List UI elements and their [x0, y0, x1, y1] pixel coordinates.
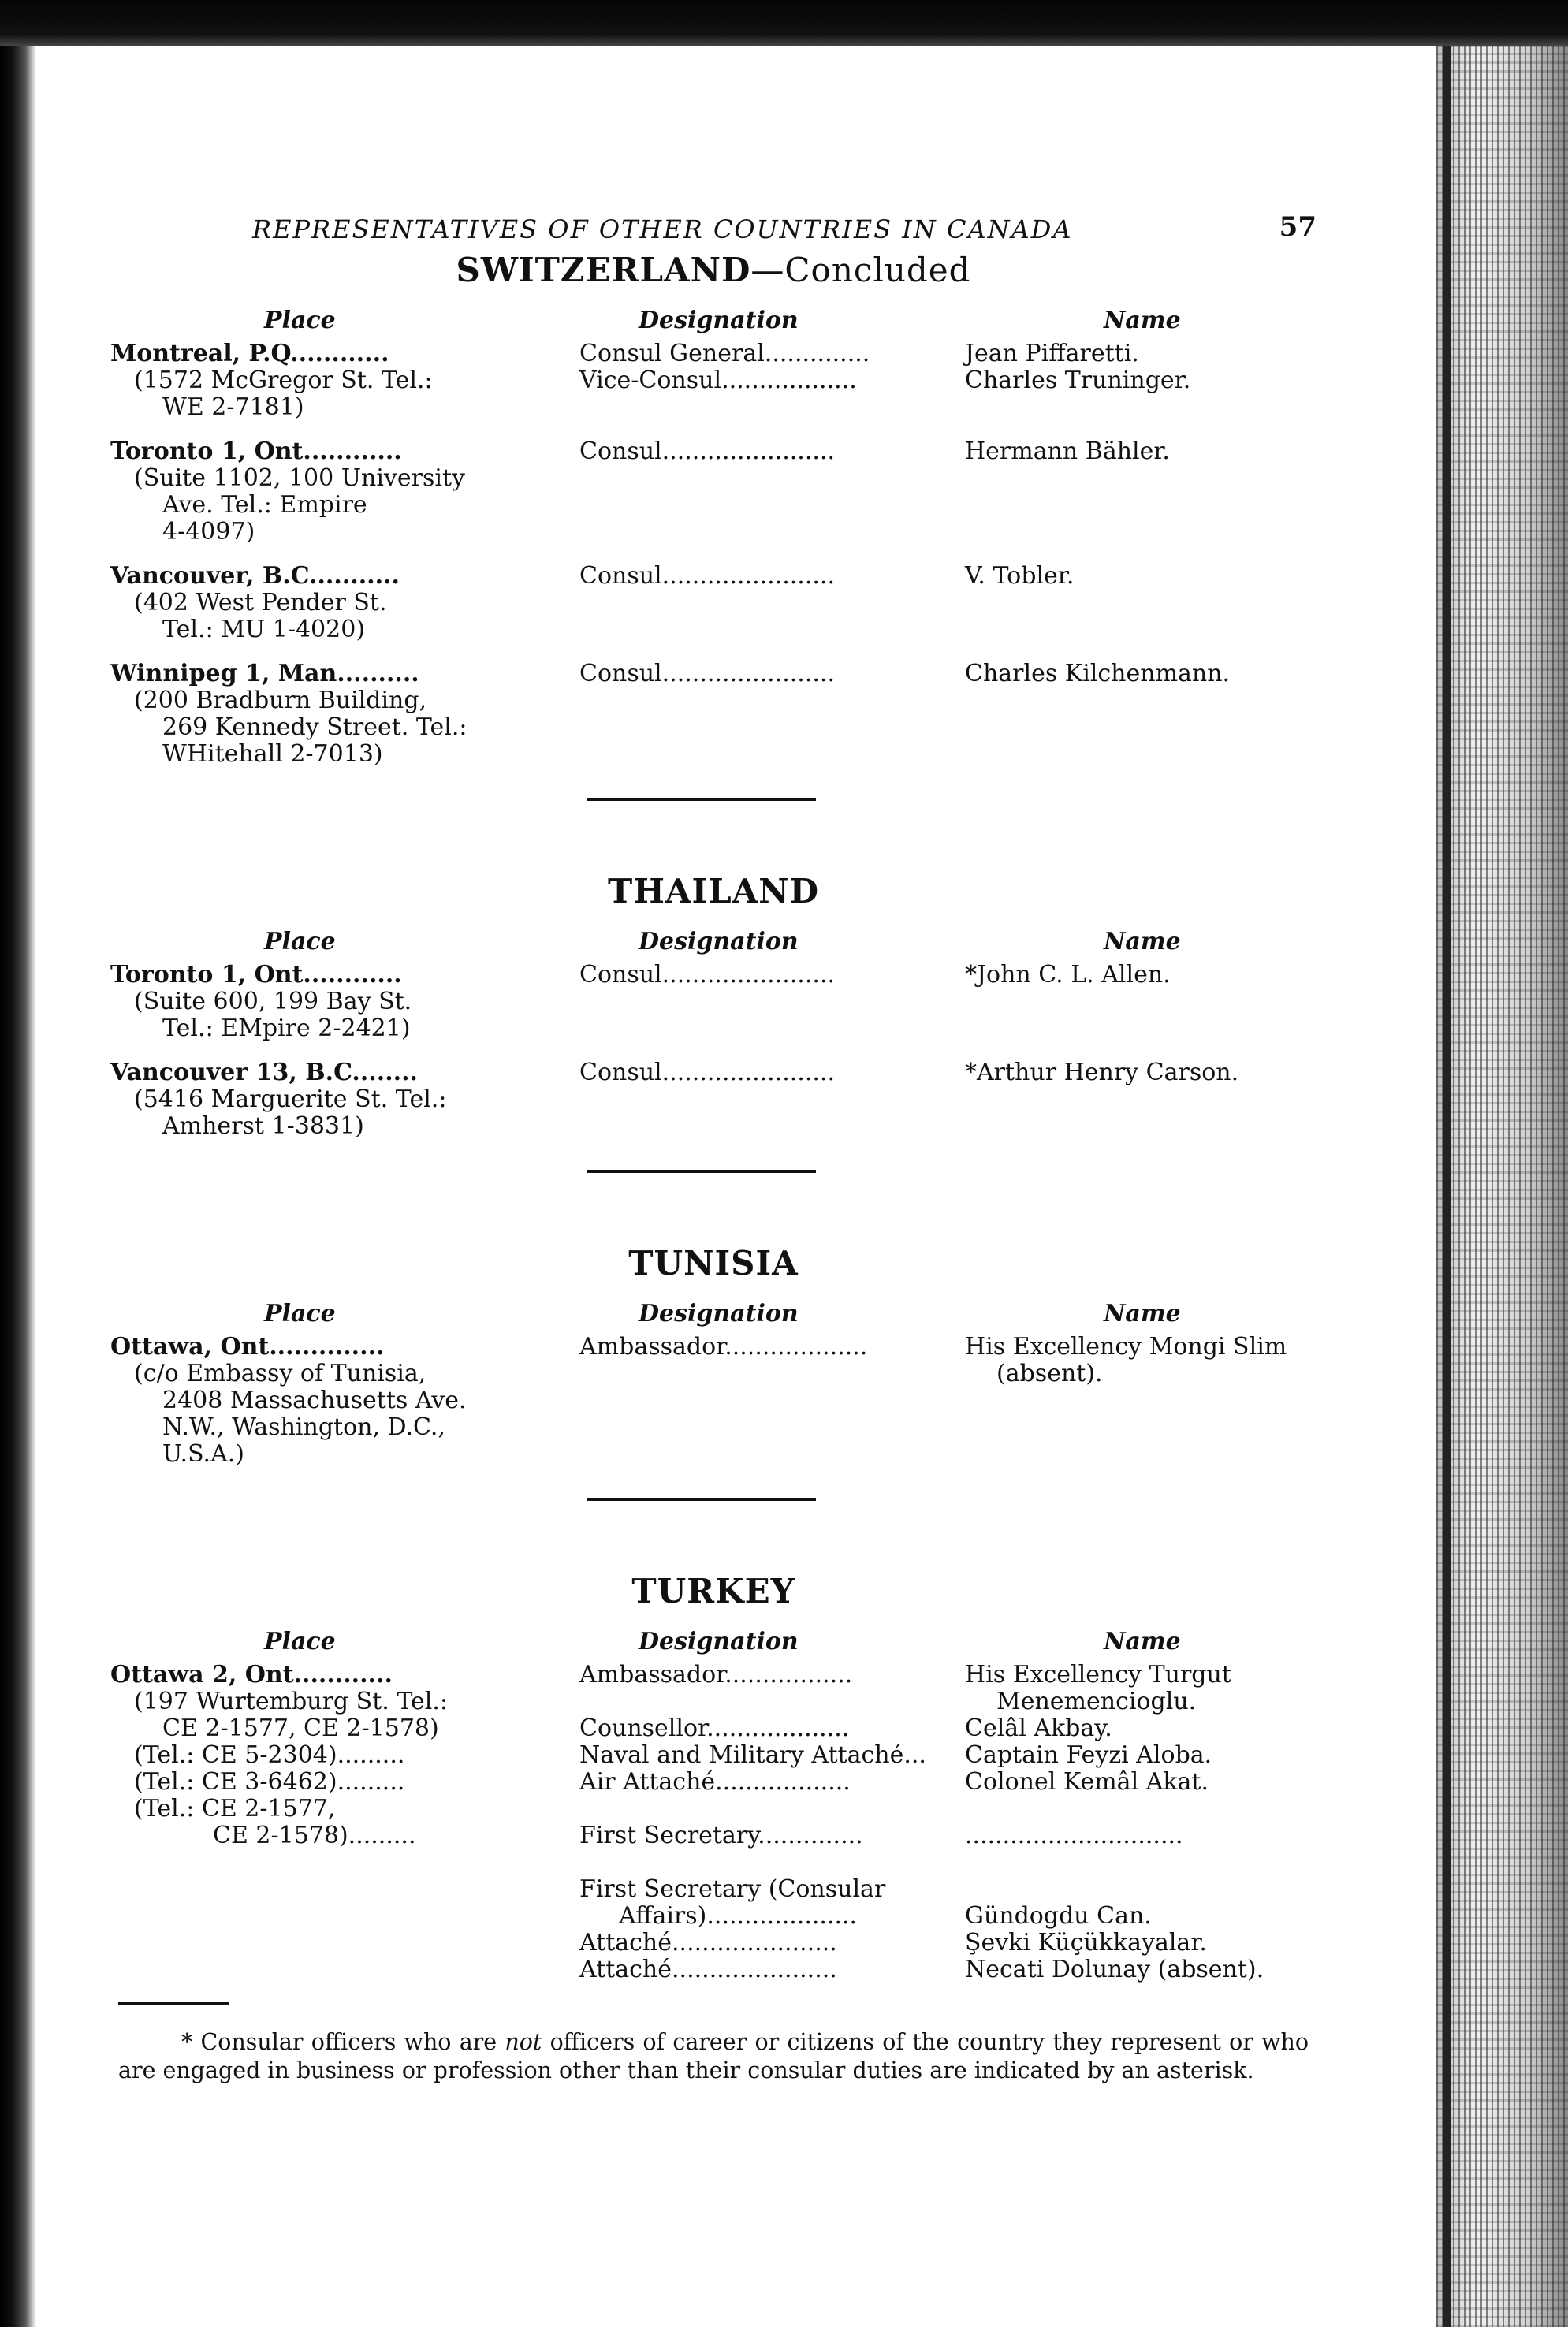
running-header	[110, 197, 1317, 244]
person-name: Charles Truninger.	[965, 367, 1191, 394]
col-designation: Designation	[639, 1628, 799, 1655]
name-cell	[938, 1662, 1317, 1983]
designation: Consul.......................	[579, 961, 835, 989]
telephone-line: (Tel.: CE 2-1577,	[134, 1795, 336, 1823]
name-cell	[938, 563, 1317, 643]
person-name: V. Tobler.	[965, 562, 1075, 590]
address-line: WE 2-7181)	[162, 393, 304, 421]
designation: Consul.......................	[579, 437, 835, 465]
col-name: Name	[1104, 1300, 1181, 1327]
address-line: (200 Bradburn Building,	[134, 687, 427, 714]
address-line: N.W., Washington, D.C.,	[162, 1413, 446, 1441]
person-name: Şevki Küçükkayalar.	[965, 1929, 1207, 1957]
section-turkey	[110, 1572, 1317, 1983]
designation: Consul.......................	[579, 1059, 835, 1086]
designation: Air Attaché..................	[579, 1768, 851, 1796]
footnote-text-end: officers of career or citizens of the country they represent or who are engaged in business or profession other than their consular duties are indicated by an asterisk.	[118, 2028, 1309, 2083]
name-cell	[938, 1059, 1317, 1140]
person-name: *John C. L. Allen.	[965, 961, 1171, 989]
address-line: CE 2-1577, CE 2-1578)	[162, 1715, 439, 1742]
section-divider	[587, 798, 816, 801]
entry-row	[110, 661, 1317, 768]
address-line: Tel.: EMpire 2-2421)	[162, 1015, 411, 1042]
designation-cell	[512, 962, 938, 1042]
place-cell	[110, 1662, 512, 1983]
section-thailand	[110, 872, 1317, 1140]
vacant-name-leader: .............................	[965, 1822, 1183, 1849]
country-heading	[110, 251, 1317, 289]
place-cell	[110, 962, 512, 1042]
address-line: (Suite 1102, 100 University	[134, 464, 465, 492]
telephone-line: CE 2-1578).........	[213, 1822, 416, 1849]
address-line: Amherst 1-3831)	[162, 1112, 364, 1140]
col-name: Name	[1104, 307, 1181, 334]
person-name: Necati Dolunay (absent).	[965, 1956, 1264, 1983]
address-line: (402 West Pender St.	[134, 589, 387, 616]
section-tunisia	[110, 1244, 1317, 1468]
address-line: U.S.A.)	[162, 1440, 244, 1468]
designation: Attaché......................	[579, 1956, 837, 1983]
address-line: (Suite 600, 199 Bay St.	[134, 988, 412, 1015]
footnote-emphasis: not	[505, 2028, 542, 2055]
place-name: Winnipeg 1, Man..........	[110, 660, 419, 687]
designation: Consul General..............	[579, 340, 870, 367]
place-cell	[110, 1334, 512, 1468]
col-place: Place	[264, 928, 336, 955]
designation: First Secretary..............	[579, 1822, 863, 1849]
telephone-line: (Tel.: CE 5-2304).........	[134, 1741, 405, 1769]
scan-right-page-edge	[1436, 46, 1568, 2327]
person-name: Jean Piffaretti.	[965, 340, 1139, 367]
designation: Counsellor...................	[579, 1715, 850, 1742]
place-name: Vancouver, B.C...........	[110, 562, 400, 590]
country-heading: TUNISIA	[628, 1244, 799, 1283]
address-line: 2408 Massachusetts Ave.	[162, 1387, 467, 1414]
designation: Consul.......................	[579, 562, 835, 590]
designation: Affairs)....................	[619, 1902, 858, 1930]
address-line: Ave. Tel.: Empire	[162, 491, 367, 519]
name-cell	[938, 661, 1317, 768]
col-designation: Designation	[639, 928, 799, 955]
person-name: His Excellency Turgut	[965, 1661, 1231, 1688]
telephone-line: (Tel.: CE 3-6462).........	[134, 1768, 405, 1796]
designation-cell	[512, 661, 938, 768]
designation: First Secretary (Consular	[579, 1875, 886, 1903]
col-name: Name	[1104, 928, 1181, 955]
person-name: Gündogdu Can.	[965, 1902, 1152, 1930]
designation: Consul.......................	[579, 660, 835, 687]
address-line: (5416 Marguerite St. Tel.:	[134, 1085, 447, 1113]
name-cell	[938, 341, 1317, 421]
country-suffix: —Concluded	[750, 251, 971, 289]
name-cell	[938, 1334, 1317, 1468]
person-name: Charles Kilchenmann.	[965, 660, 1231, 687]
person-name: *Arthur Henry Carson.	[965, 1059, 1239, 1086]
section-switzerland	[110, 251, 1317, 768]
col-place: Place	[264, 1628, 336, 1655]
entry-row	[110, 1334, 1317, 1468]
address-line: (197 Wurtemburg St. Tel.:	[134, 1688, 448, 1715]
section-divider	[587, 1498, 816, 1501]
entry-row	[110, 341, 1317, 421]
designation-cell	[512, 563, 938, 643]
section-divider	[587, 1170, 816, 1173]
country-name: SWITZERLAND	[456, 251, 751, 289]
footnote	[110, 2028, 1309, 2085]
entry-row	[110, 962, 1317, 1042]
designation-cell	[512, 1662, 938, 1983]
person-name: Captain Feyzi Aloba.	[965, 1741, 1212, 1769]
document-page	[110, 197, 1317, 2107]
place-name: Vancouver 13, B.C........	[110, 1059, 418, 1086]
entry-row	[110, 438, 1317, 545]
col-place: Place	[264, 307, 336, 334]
spacer	[965, 1796, 1317, 1823]
person-name: (absent).	[996, 1360, 1103, 1387]
footnote-divider	[118, 2002, 229, 2005]
spacer	[579, 1688, 938, 1715]
running-title: REPRESENTATIVES OF OTHER COUNTRIES IN CANADA	[252, 214, 1073, 244]
designation-cell	[512, 438, 938, 545]
place-name: Ottawa, Ont..............	[110, 1333, 385, 1361]
place-cell	[110, 661, 512, 768]
place-cell	[110, 438, 512, 545]
designation-cell	[512, 1334, 938, 1468]
column-headers	[110, 307, 1317, 334]
designation-cell	[512, 1059, 938, 1140]
person-name: His Excellency Mongi Slim	[965, 1333, 1287, 1361]
country-heading: TURKEY	[631, 1572, 795, 1610]
designation-cell	[512, 341, 938, 421]
address-line: 269 Kennedy Street. Tel.:	[162, 713, 467, 741]
footnote-text-start: * Consular officers who are	[181, 2028, 505, 2055]
spacer	[579, 1849, 938, 1876]
scan-top-shadow	[0, 0, 1568, 46]
column-headers	[110, 928, 1317, 955]
address-line: WHitehall 2-7013)	[162, 740, 383, 768]
place-name: Toronto 1, Ont............	[110, 961, 402, 989]
person-name: Colonel Kemâl Akat.	[965, 1768, 1209, 1796]
country-heading: THAILAND	[607, 872, 820, 910]
spacer	[965, 1849, 1317, 1876]
scan-left-binding	[0, 46, 36, 2327]
place-name: Montreal, P.Q............	[110, 340, 389, 367]
address-line: (c/o Embassy of Tunisia,	[134, 1360, 426, 1387]
entry-row	[110, 1059, 1317, 1140]
address-line: Tel.: MU 1-4020)	[162, 616, 366, 643]
col-name: Name	[1104, 1628, 1181, 1655]
column-headers	[110, 1300, 1317, 1327]
page-number: 57	[1279, 211, 1317, 243]
place-name: Ottawa 2, Ont............	[110, 1661, 393, 1688]
address-line: 4-4097)	[162, 518, 255, 545]
designation: Naval and Military Attaché...	[579, 1741, 926, 1769]
spacer	[965, 1876, 1317, 1903]
person-name: Celâl Akbay.	[965, 1715, 1112, 1742]
designation: Ambassador...................	[579, 1333, 868, 1361]
entry-row	[110, 1662, 1317, 1983]
col-designation: Designation	[639, 307, 799, 334]
designation: Ambassador.................	[579, 1661, 853, 1688]
place-cell	[110, 341, 512, 421]
place-name: Toronto 1, Ont............	[110, 437, 402, 465]
person-name: Menemencioglu.	[996, 1688, 1197, 1715]
name-cell	[938, 438, 1317, 545]
designation: Vice-Consul..................	[579, 367, 857, 394]
person-name: Hermann Bähler.	[965, 437, 1170, 465]
place-cell	[110, 1059, 512, 1140]
col-designation: Designation	[639, 1300, 799, 1327]
column-headers	[110, 1628, 1317, 1655]
name-cell	[938, 962, 1317, 1042]
entry-row	[110, 563, 1317, 643]
designation: Attaché......................	[579, 1929, 837, 1957]
col-place: Place	[264, 1300, 336, 1327]
address-line: (1572 McGregor St. Tel.:	[134, 367, 433, 394]
spacer	[579, 1796, 938, 1823]
place-cell	[110, 563, 512, 643]
